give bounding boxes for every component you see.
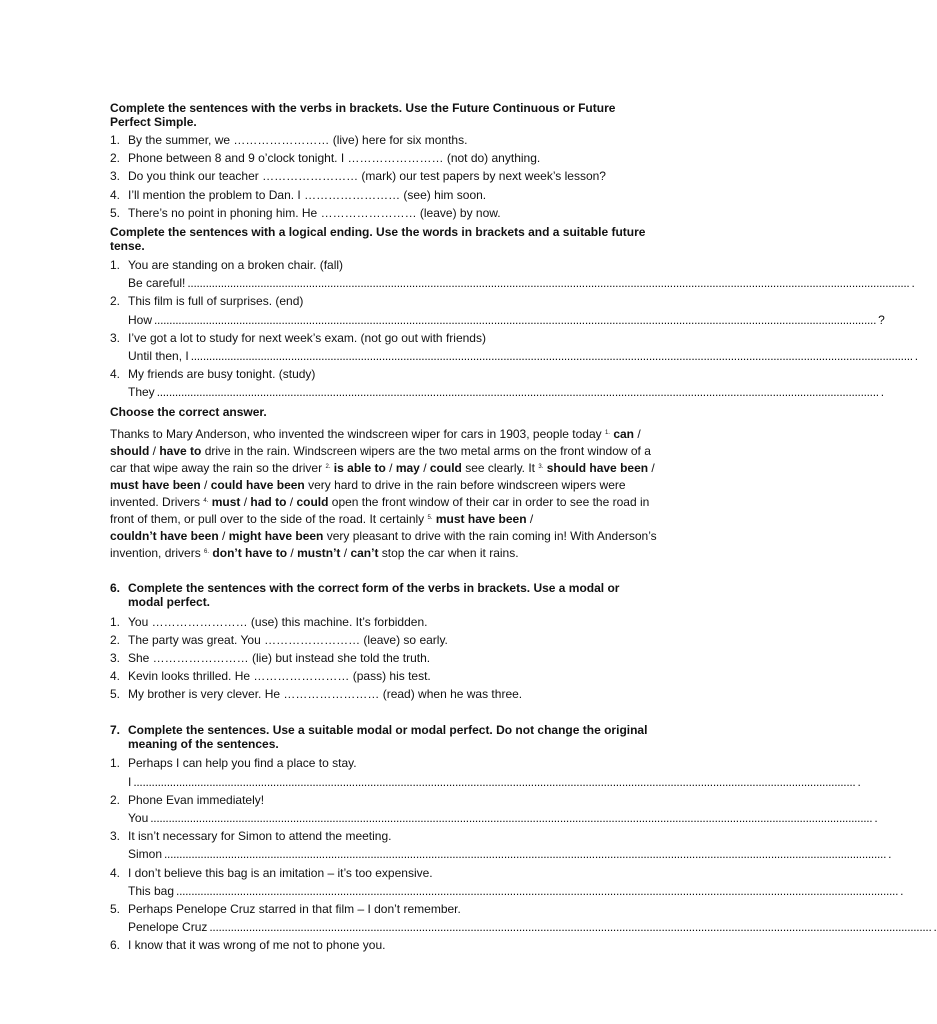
answer-end: .	[874, 811, 878, 826]
list-item	[110, 667, 658, 685]
item-number: 6.	[110, 938, 121, 953]
item-text: Kevin looks thrilled. He …………………… (pass) his test.	[128, 669, 431, 684]
dotted-blank: ..............................................................................................................................................................................................................................................	[187, 276, 910, 291]
dotted-blank: ..............................................................................................................................................................................................................................................	[156, 385, 879, 400]
dotted-blank: ..............................................................................................................................................................................................................................................	[176, 883, 899, 898]
exercise-list	[110, 131, 658, 222]
item-prompt: Perhaps I can help you find a place to stay.	[128, 756, 357, 771]
list-item	[110, 936, 658, 954]
section-choose-answer	[110, 405, 658, 562]
list-item	[110, 256, 915, 292]
item-text: She …………………… (lie) but instead she told the truth.	[128, 650, 431, 665]
answer-starter: I	[128, 774, 132, 789]
item-prompt: You are standing on a broken chair. (fall)	[128, 258, 344, 273]
item-number: 3.	[110, 829, 121, 844]
answer-end: .	[888, 847, 892, 862]
list-item	[110, 204, 658, 222]
list-item	[110, 754, 861, 790]
list-item	[110, 612, 658, 630]
exercise-list	[110, 256, 919, 402]
answer-end: .	[914, 348, 919, 363]
item-prompt: I don’t believe this bag is an imitation – it’s too expensive.	[128, 865, 433, 880]
item-prompt: Phone Evan immediately!	[128, 792, 265, 807]
answer-starter: This bag	[128, 883, 175, 898]
item-prompt: I’ve got a lot to study for next week’s exam. (not go out with friends)	[128, 330, 486, 345]
list-item	[110, 827, 892, 863]
section-heading-text: Complete the sentences. Use a suitable modal or modal perfect. Do not change the original meaning of the sentences.	[128, 723, 648, 752]
exercise-list	[110, 612, 658, 703]
answer-end: .	[880, 385, 885, 400]
answer-line[interactable]	[110, 383, 885, 401]
list-item	[110, 329, 919, 365]
item-number: 3.	[110, 169, 121, 184]
list-item	[110, 292, 885, 328]
item-number: 4.	[110, 367, 121, 382]
answer-starter: Penelope Cruz	[128, 920, 208, 935]
dotted-blank: ..............................................................................................................................................................................................................................................	[190, 348, 913, 363]
section-heading: Choose the correct answer.	[110, 405, 267, 420]
answer-line[interactable]	[110, 274, 915, 292]
answer-line[interactable]	[110, 347, 919, 365]
list-item	[110, 685, 658, 703]
section-number: 6.	[110, 581, 121, 596]
answer-starter: Be careful!	[128, 276, 186, 291]
item-number: 4.	[110, 669, 121, 684]
item-prompt: My friends are busy tonight. (study)	[128, 367, 316, 382]
list-item	[110, 791, 878, 827]
section-heading: Complete the sentences with a logical ending. Use the words in brackets and a suitable future tense.	[110, 224, 646, 253]
item-number: 5.	[110, 901, 121, 916]
item-number: 1.	[110, 258, 121, 273]
item-text: The party was great. You …………………… (leave) so early.	[128, 632, 448, 647]
item-prompt: This film is full of surprises. (end)	[128, 294, 304, 309]
answer-line[interactable]	[110, 845, 892, 863]
list-item	[110, 649, 658, 667]
item-number: 4.	[110, 187, 121, 202]
item-number: 1.	[110, 756, 121, 771]
answer-end: ?	[878, 312, 885, 327]
answer-end: .	[900, 883, 904, 898]
item-number: 3.	[110, 330, 121, 345]
worksheet-content	[110, 101, 937, 954]
answer-starter: How	[128, 312, 153, 327]
section-future-tenses	[110, 101, 658, 222]
answer-starter: Until then, I	[128, 348, 189, 363]
answer-starter: They	[128, 385, 155, 400]
answer-starter: Simon	[128, 847, 163, 862]
dotted-blank: ..............................................................................................................................................................................................................................................	[209, 920, 932, 935]
answer-line[interactable]	[110, 809, 878, 827]
answer-line[interactable]	[110, 882, 904, 900]
item-number: 5.	[110, 687, 121, 702]
section-number: 7.	[110, 723, 121, 738]
section-logical-ending	[110, 224, 919, 402]
item-number: 1.	[110, 133, 121, 148]
section-heading-text: Complete the sentences with the correct form of the verbs in brackets. Use a modal or modal perfect.	[128, 581, 620, 610]
item-text: There’s no point in phoning him. He …………………… (leave) by now.	[128, 205, 501, 220]
answer-line[interactable]	[110, 773, 861, 791]
item-prompt: Perhaps Penelope Cruz starred in that film – I don’t remember.	[128, 901, 461, 916]
section-heading	[110, 581, 658, 609]
item-text: I’ll mention the problem to Dan. I …………………… (see) him soon.	[128, 187, 487, 202]
list-item	[110, 631, 658, 649]
dotted-blank: ..............................................................................................................................................................................................................................................	[154, 312, 877, 327]
section-heading: Complete the sentences with the verbs in brackets. Use the Future Continuous or Future Perfect Simple.	[110, 101, 616, 129]
item-text: You …………………… (use) this machine. It’s forbidden.	[128, 614, 428, 629]
dotted-blank: ..............................................................................................................................................................................................................................................	[150, 811, 873, 826]
answer-end: .	[911, 276, 915, 291]
item-number: 2.	[110, 632, 121, 647]
answer-line[interactable]	[110, 918, 937, 936]
list-item	[110, 131, 658, 149]
list-item	[110, 186, 658, 204]
item-number: 5.	[110, 205, 121, 220]
cloze-paragraph: Thanks to Mary Anderson, who invented the windscreen wiper for cars in 1903, people today $^{1.}$ can / should / have to drive in the rain. Windscreen wipers are the two metal arms on the front window of a car that wipe away the rain so the driver $^{2.}$ is able to / may / could see clearly. It $^{3.}$ should have been / must have been / could have been very hard to drive in the rain before windscreen wipers were invented. Drivers $^{4.}$ must / had to / could open the front window of their car in order to see the road in front of them, or pull over to the side of the road. It certainly $^{5.}$ must have been / couldn’t have been / might have been very pleasant to drive with the rain coming in! With Anderson’s invention, drivers $^{6.}$ don’t have to / mustn’t / can’t stop the car when it rains.	[110, 427, 657, 561]
section-heading	[110, 723, 658, 751]
answer-line[interactable]	[110, 311, 885, 329]
item-number: 2.	[110, 151, 121, 166]
item-prompt: It isn’t necessary for Simon to attend the meeting.	[128, 829, 392, 844]
list-item	[110, 900, 937, 936]
item-number: 1.	[110, 614, 121, 629]
section-7-rewrite	[110, 723, 937, 954]
item-prompt: I know that it was wrong of me not to phone you.	[128, 938, 386, 953]
item-number: 2.	[110, 792, 121, 807]
dotted-blank: ..............................................................................................................................................................................................................................................	[133, 774, 856, 789]
item-number: 4.	[110, 865, 121, 880]
section-6-modals	[110, 581, 658, 703]
item-text: By the summer, we …………………… (live) here for six months.	[128, 133, 468, 148]
answer-end: .	[857, 774, 861, 789]
answer-starter: You	[128, 811, 149, 826]
exercise-list	[110, 754, 937, 954]
list-item	[110, 149, 658, 167]
item-text: Phone between 8 and 9 o’clock tonight. I …………………… (not do) anything.	[128, 151, 541, 166]
answer-end: .	[933, 920, 937, 935]
list-item	[110, 365, 885, 401]
item-number: 3.	[110, 650, 121, 665]
item-text: Do you think our teacher …………………… (mark) our test papers by next week’s lesson?	[128, 169, 606, 184]
list-item	[110, 167, 658, 185]
item-number: 2.	[110, 294, 121, 309]
dotted-blank: ..............................................................................................................................................................................................................................................	[164, 847, 887, 862]
item-text: My brother is very clever. He …………………… (read) when he was three.	[128, 687, 523, 702]
list-item	[110, 864, 904, 900]
